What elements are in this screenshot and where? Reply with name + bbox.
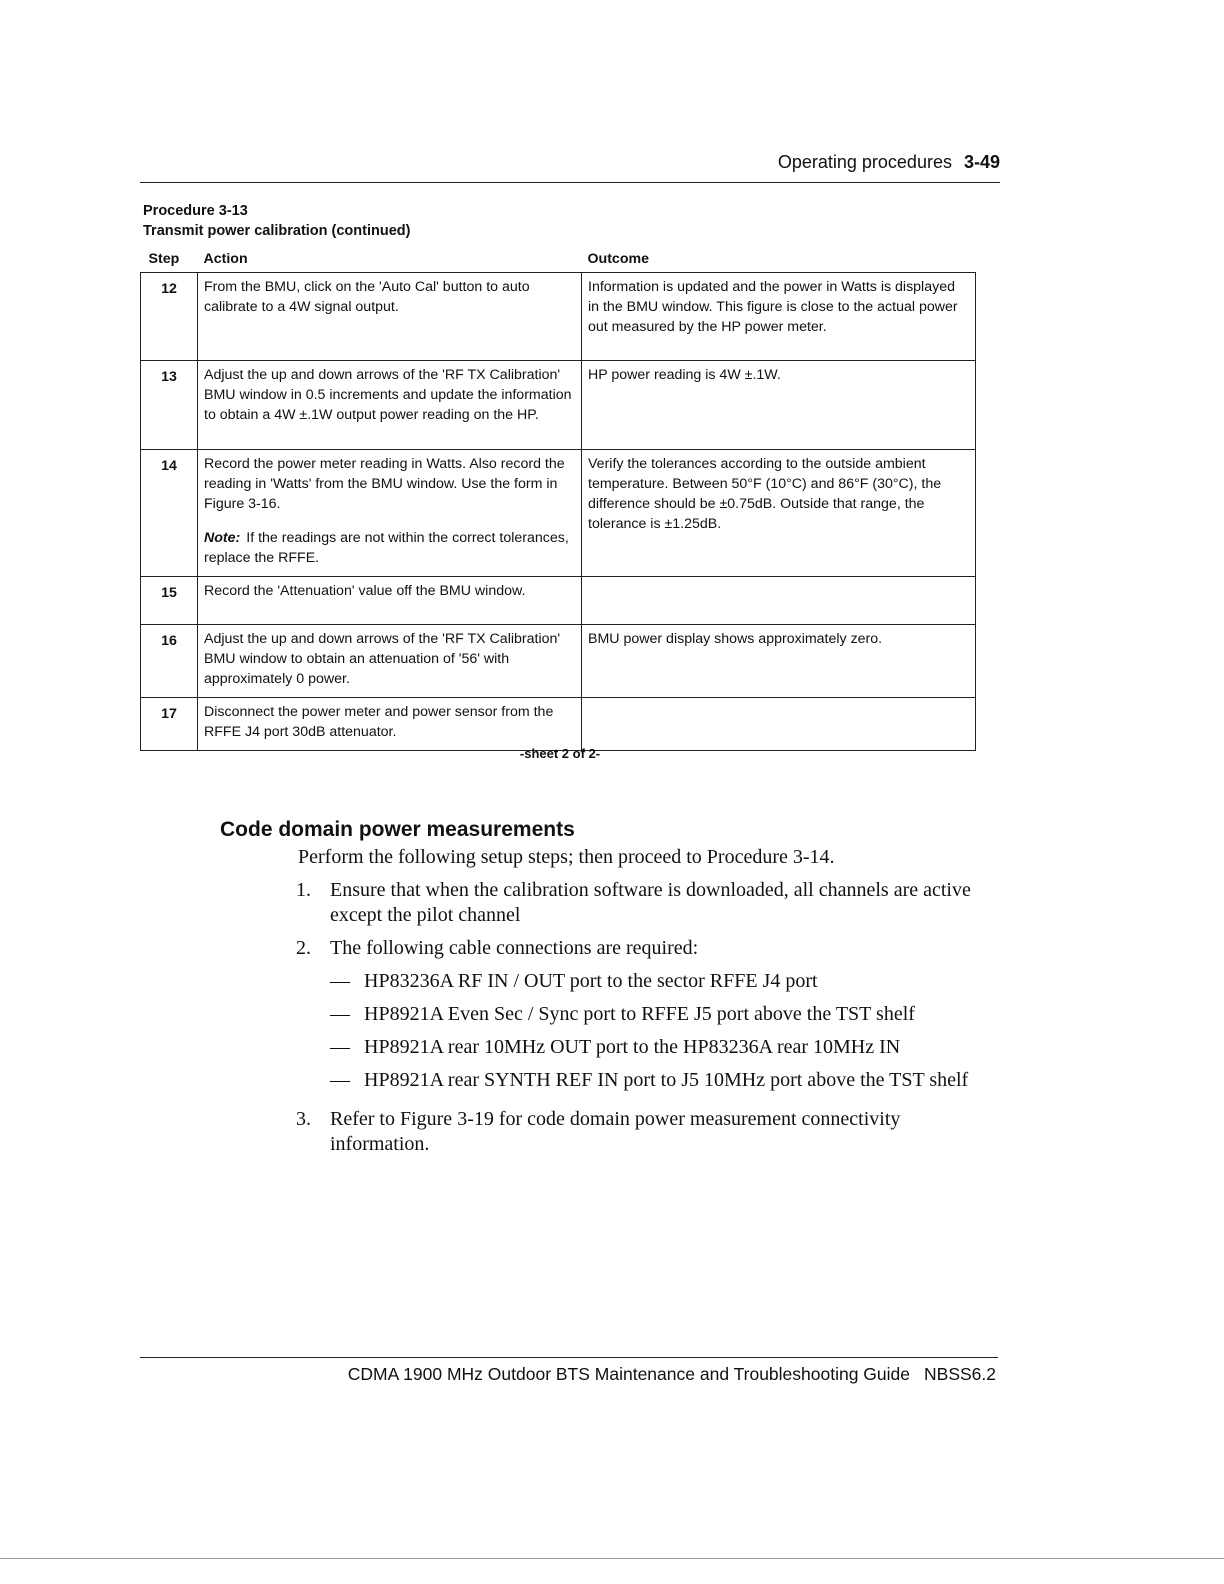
setup-steps-list <box>296 878 996 1165</box>
step-number: 16 <box>141 625 198 698</box>
step-number: 13 <box>141 361 198 450</box>
footer-code: NBSS6.2 <box>924 1364 996 1384</box>
column-header-step: Step <box>141 246 198 273</box>
running-header-text <box>778 152 1000 173</box>
step-action: Adjust the up and down arrows of the 'RF TX Calibration' BMU window in 0.5 increments and update the information to obtain a 4W ±.1W output power reading on the HP. <box>198 361 582 450</box>
table-row <box>141 450 976 577</box>
footer-title: CDMA 1900 MHz Outdoor BTS Maintenance and Troubleshooting Guide <box>347 1364 911 1384</box>
procedure-caption <box>143 201 410 241</box>
step-number: 12 <box>141 273 198 361</box>
table-row <box>141 625 976 698</box>
dash-bullet: — <box>330 1003 350 1025</box>
list-item <box>296 878 996 928</box>
step-action-cell <box>198 450 582 577</box>
header-section-title: Operating procedures <box>777 152 952 172</box>
sub-list-item <box>330 969 996 994</box>
list-item-number: 2. <box>296 937 311 959</box>
list-item <box>296 1107 996 1157</box>
running-header <box>140 152 1000 183</box>
list-item <box>296 936 996 1093</box>
section-heading: Code domain power measurements <box>220 818 575 841</box>
procedure-title: Transmit power calibration (continued) <box>143 223 411 239</box>
step-outcome <box>582 577 976 625</box>
sub-list-item-text: HP8921A Even Sec / Sync port to RFFE J5 port above the TST shelf <box>364 1003 915 1025</box>
page-footer <box>0 1364 996 1385</box>
list-item-text: Refer to Figure 3-19 for code domain power measurement connectivity information. <box>330 1108 901 1155</box>
cable-connections-list <box>330 969 996 1093</box>
header-page-number: 3-49 <box>963 152 1000 172</box>
scan-edge-line <box>0 1558 1224 1559</box>
dash-bullet: — <box>330 970 350 992</box>
procedure-number: Procedure 3-13 <box>143 203 248 219</box>
column-header-outcome: Outcome <box>582 246 976 273</box>
note-label: Note: <box>204 530 241 546</box>
step-outcome: BMU power display shows approximately zero. <box>582 625 976 698</box>
list-item-number: 3. <box>296 1108 311 1130</box>
step-action: Record the 'Attenuation' value off the BMU window. <box>198 577 582 625</box>
sub-list-item-text: HP8921A rear SYNTH REF IN port to J5 10MHz port above the TST shelf <box>364 1069 969 1091</box>
step-outcome: HP power reading is 4W ±.1W. <box>582 361 976 450</box>
table-row <box>141 698 976 751</box>
step-outcome: Information is updated and the power in Watts is displayed in the BMU window. This figure is close to the actual power out measured by the HP power meter. <box>582 273 976 361</box>
step-number: 14 <box>141 450 198 577</box>
list-item-text: Ensure that when the calibration software is downloaded, all channels are active except the pilot channel <box>330 879 971 926</box>
note-text: If the readings are not within the correct tolerances, replace the RFFE. <box>204 530 569 566</box>
list-item-text: The following cable connections are required: <box>330 937 699 959</box>
step-action: From the BMU, click on the 'Auto Cal' button to auto calibrate to a 4W signal output. <box>198 273 582 361</box>
table-row <box>141 273 976 361</box>
list-item-number: 1. <box>296 879 311 901</box>
step-note <box>204 528 575 568</box>
step-outcome <box>582 698 976 751</box>
step-action: Adjust the up and down arrows of the 'RF TX Calibration' BMU window to obtain an attenuation of '56' with approximately 0 power. <box>198 625 582 698</box>
dash-bullet: — <box>330 1069 350 1091</box>
step-number: 17 <box>141 698 198 751</box>
table-row <box>141 577 976 625</box>
step-action: Disconnect the power meter and power sensor from the RFFE J4 port 30dB attenuator. <box>198 698 582 751</box>
footer-rule <box>140 1357 998 1358</box>
step-outcome: Verify the tolerances according to the outside ambient temperature. Between 50°F (10°C) and 86°F (30°C), the difference should be ±0.75dB. Outside that range, the tolerance is ±1.25dB. <box>582 450 976 577</box>
procedure-table <box>140 246 976 751</box>
section-intro: Perform the following setup steps; then proceed to Procedure 3-14. <box>298 846 835 868</box>
column-header-action: Action <box>198 246 582 273</box>
sub-list-item <box>330 1035 996 1060</box>
table-header-row <box>141 246 976 273</box>
step-action: Record the power meter reading in Watts. Also record the reading in 'Watts' from the BMU window. Use the form in Figure 3-16. <box>204 456 565 512</box>
sub-list-item <box>330 1068 996 1093</box>
dash-bullet: — <box>330 1036 350 1058</box>
table-row <box>141 361 976 450</box>
sheet-indicator: -sheet 2 of 2- <box>519 746 601 761</box>
step-number: 15 <box>141 577 198 625</box>
sub-list-item-text: HP8921A rear 10MHz OUT port to the HP83236A rear 10MHz IN <box>364 1036 901 1058</box>
sub-list-item <box>330 1002 996 1027</box>
sub-list-item-text: HP83236A RF IN / OUT port to the sector RFFE J4 port <box>364 970 818 992</box>
